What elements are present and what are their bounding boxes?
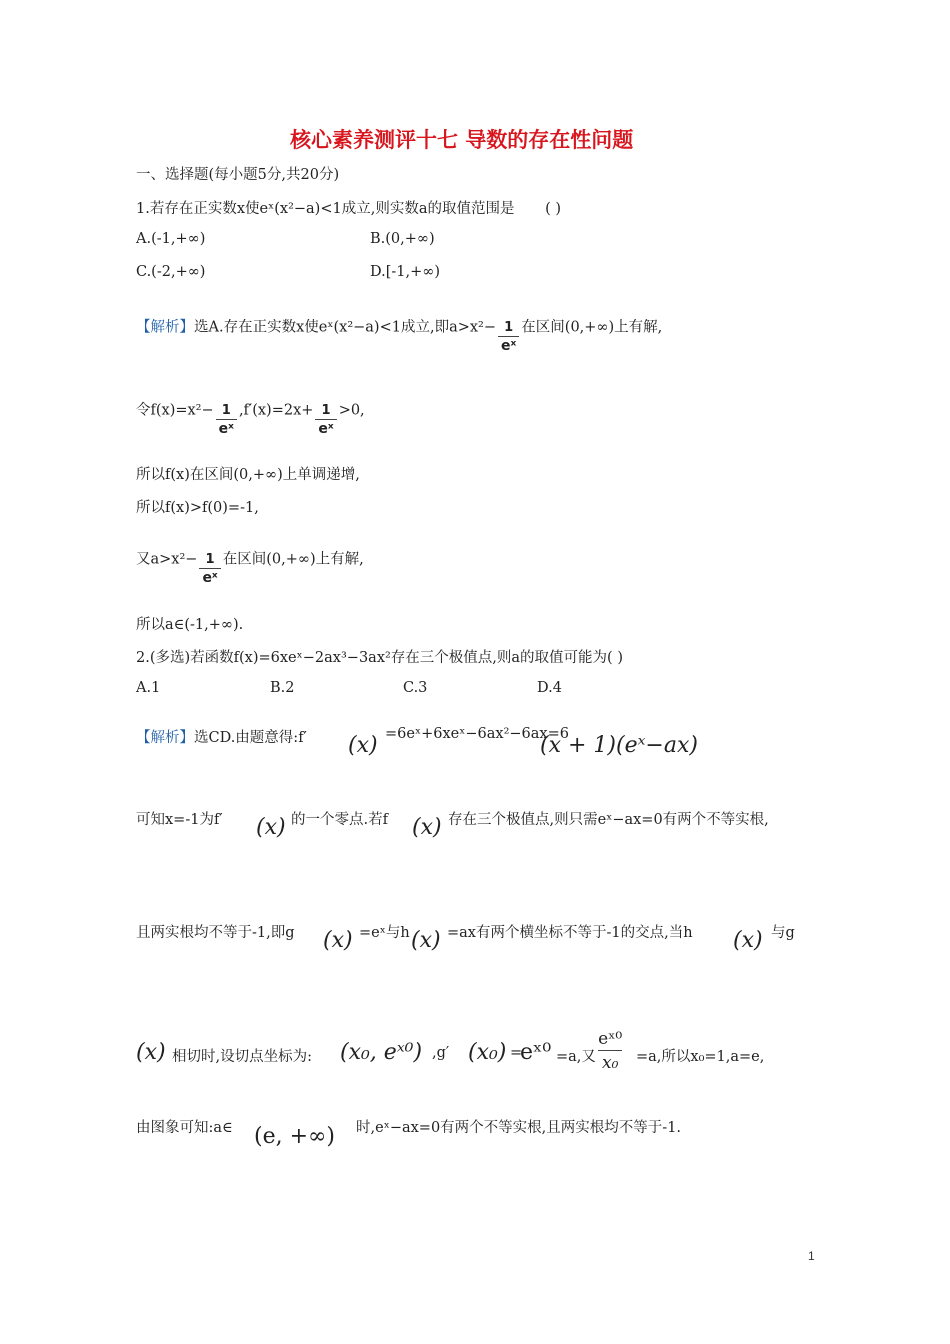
math-paren-x: (x): [136, 1040, 166, 1065]
fraction-ex0-over-x0: eˣ⁰ x₀: [598, 1029, 623, 1073]
analysis-tag: 【解析】: [136, 730, 194, 746]
q2-stem: 2.(多选)若函数f(x)=6xeˣ−2ax³−3ax²存在三个极值点,则a的取值可能为( ): [136, 650, 623, 666]
math-paren-x: (x): [323, 928, 353, 953]
fraction-1-over-ex: $\frac{1}{\text{eˣ}}$: [199, 552, 220, 587]
e-power-x0: eˣ⁰: [520, 1040, 552, 1065]
section-heading: 一、选择题(每小题5分,共20分): [136, 167, 340, 183]
q2-option-a: A.1: [136, 680, 161, 696]
q1-option-b: B.(0,+∞): [370, 231, 435, 247]
q1-solution-line-2: 令f(x)=x²− $\frac{1}{\text{eˣ}}$ ,f′(x)=2x+ $\frac{1}{\text{eˣ}}$ >0,: [136, 402, 365, 437]
q1-solution-line-6: 所以a∈(-1,+∞).: [136, 617, 244, 633]
q1-solution-line-1: 【解析】选A.存在正实数x使eˣ(x²−a)<1成立,即a>x²− $\frac{1}{\text{eˣ}}$ 在区间(0,+∞)上有解,: [136, 319, 663, 354]
fraction-1-over-ex: $\frac{1}{\text{eˣ}}$: [498, 320, 519, 355]
q2-option-c: C.3: [403, 680, 428, 696]
q1-solution-line-3: 所以f(x)在区间(0,+∞)上单调递增,: [136, 467, 360, 483]
page-title: 核心素养测评十七 导数的存在性问题: [290, 128, 634, 152]
analysis-tag: 【解析】: [136, 319, 194, 336]
tangent-point: (x₀, eˣ⁰): [340, 1040, 423, 1065]
q1-option-d: D.[-1,+∞): [370, 264, 440, 280]
math-paren-x0: (x₀): [468, 1040, 507, 1065]
math-paren-x: (x): [411, 928, 441, 953]
interval-e-infinity: (e, +∞): [254, 1124, 335, 1149]
fraction-1-over-ex: $\frac{1}{\text{eˣ}}$: [216, 403, 237, 438]
q1-option-c: C.(-2,+∞): [136, 264, 206, 280]
math-paren-x: (x): [733, 928, 763, 953]
q1-stem: 1.若存在正实数x使eˣ(x²−a)<1成立,则实数a的取值范围是 ( ): [136, 201, 562, 217]
q1-solution-line-4: 所以f(x)>f(0)=-1,: [136, 500, 259, 516]
q2-option-d: D.4: [537, 680, 562, 696]
q2-option-b: B.2: [270, 680, 295, 696]
factored-expression: (x + 1)(eˣ−ax): [540, 733, 698, 758]
answer-paren: ( ): [545, 201, 562, 217]
q2-solution-line-1: 【解析】选CD.由题意得:f′: [136, 730, 307, 746]
math-paren-x: (x): [348, 733, 378, 758]
q1-solution-line-5: 又a>x²− $\frac{1}{\text{eˣ}}$ 在区间(0,+∞)上有解,: [136, 551, 364, 586]
fraction-1-over-ex: $\frac{1}{\text{eˣ}}$: [315, 403, 336, 438]
math-paren-x: (x): [256, 815, 286, 840]
q1-option-a: A.(-1,+∞): [136, 231, 206, 247]
page-number: 1: [808, 1249, 815, 1263]
math-paren-x: (x): [412, 815, 442, 840]
